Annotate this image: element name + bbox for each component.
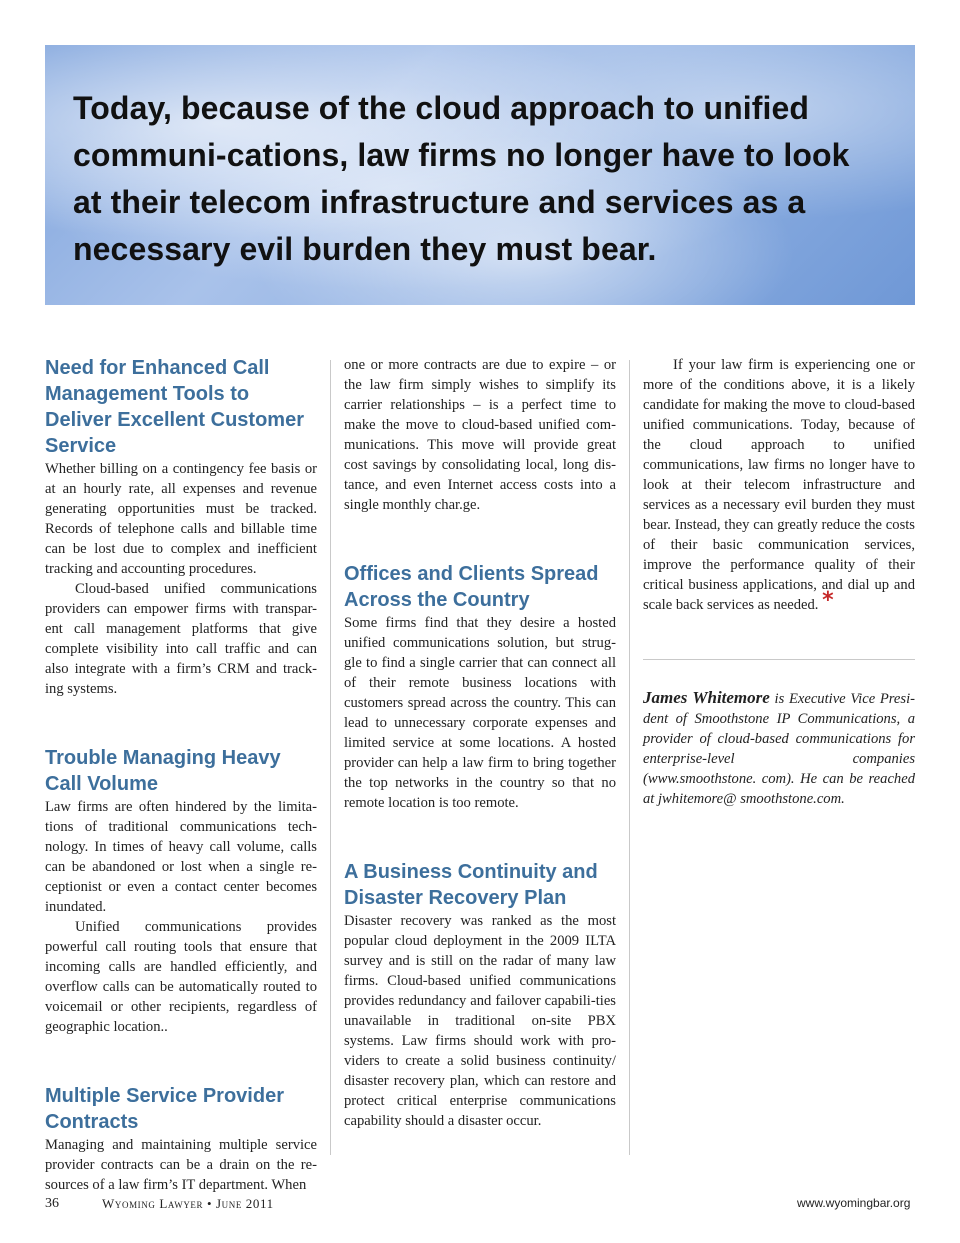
paragraph: Managing and maintaining multiple service provider contracts can be a drain on the re-sources of a law firm’s IT department. When <box>45 1137 317 1193</box>
paragraph: Law firms are often hindered by the limita-tions of traditional communications tech-nology. In times of heavy call volume, calls can be abandoned or lost when a single re-ceptionist or even a contact center becomes inundated. <box>45 799 317 915</box>
end-mark-icon: * <box>822 588 834 613</box>
author-bio-text: is Executive Vice Presi-dent of Smoothstone IP Communications, a provider of cloud-based communications for enterprise-level companies (www.smoothstone. com). He can be reached at jwhitemore@ smoothstone.com. <box>643 691 916 807</box>
conclusion-text: If your law firm is experiencing one or more of the conditions above, it is a likely candidate for making the move to cloud-based unified communications. Today, because of the cloud approach to unified communications, law firms no longer have to look at their telecom infrastructure and services as a necessary evil burden they must bear. Instead, they can greatly reduce the costs of their basic communication services, improve the performance quality of their critical business applications, and dial up and scale back services as needed. <box>643 357 915 613</box>
page-number: 36 <box>45 1196 59 1211</box>
column-divider <box>330 360 331 1155</box>
callout-quote: Today, because of the cloud approach to unified communi-cations, law firms no longer have to look at their telecom infrastructure and services as a necessary evil burden they must bear. <box>73 90 850 267</box>
paragraph <box>643 355 915 615</box>
author-name: James Whitemore <box>643 688 770 707</box>
paragraph: Some firms find that they desire a hosted unified communications solution, but strug-gle to find a single carrier that can connect all of their remote business locations with customers spread across the country. This can lead to unnecessary corporate expenses and limited service at some locations. A hosted provider can help a law firm to bring together the top networks in the country so that no remote location is too remote. <box>344 615 616 811</box>
column-divider <box>629 360 630 1155</box>
paragraph: Cloud-based unified communications providers can empower firms with transpar-ent call management platforms that give complete visibility into call traffic and can also integrate with a firm’s CRM and track-ing systems. <box>45 581 317 697</box>
author-bio <box>643 688 915 809</box>
column-right <box>643 355 915 809</box>
heading-offices-clients: Offices and Clients Spread Across the Country <box>344 563 599 611</box>
heading-enhanced-call-management: Need for Enhanced Call Management Tools to Deliver Excellent Customer Service <box>45 357 304 457</box>
divider <box>643 659 915 660</box>
heading-multiple-providers: Multiple Service Provider Contracts <box>45 1085 284 1133</box>
paragraph: Whether billing on a contingency fee basis or at an hourly rate, all expenses and revenue generating opportunities must be tracked. Records of telephone calls and billable time can be lost due to complex and inefficient tracking and accounting procedures. <box>45 461 317 577</box>
column-middle <box>344 355 616 1131</box>
website-link[interactable]: www.wyomingbar.org <box>797 1196 911 1210</box>
paragraph: Unified communications provides powerful call routing tools that ensure that incoming calls are handled efficiently, and overflow calls can be automatically routed to voicemail or other recipients, regardless of geographic location.. <box>45 919 317 1035</box>
heading-business-continuity: A Business Continuity and Disaster Recovery Plan <box>344 861 598 909</box>
paragraph: one or more contracts are due to expire – or the law firm simply wishes to simplify its carrier relationships – is a perfect time to make the move to cloud-based unified com-munications. This move will provide great cost savings by consolidating local, long dis-tance, and even Internet access costs into a single monthly char.ge. <box>344 357 616 513</box>
publication-name: Wyoming Lawyer • June 2011 <box>102 1196 274 1211</box>
heading-trouble-managing: Trouble Managing Heavy Call Volume <box>45 747 281 795</box>
column-left <box>45 355 317 1195</box>
callout-banner <box>45 45 915 305</box>
paragraph: Disaster recovery was ranked as the most popular cloud deployment in the 2009 ILTA survey and is still on the radar of many law firms. Cloud-based unified communications provides redundancy and failover capabili-ties unavailable in traditional on-site PBX systems. Law firms should work with pro-viders to create a solid business continuity/ disaster recovery plan, which can restore and protect critical enterprise communications capability should a disaster occur. <box>344 913 616 1129</box>
